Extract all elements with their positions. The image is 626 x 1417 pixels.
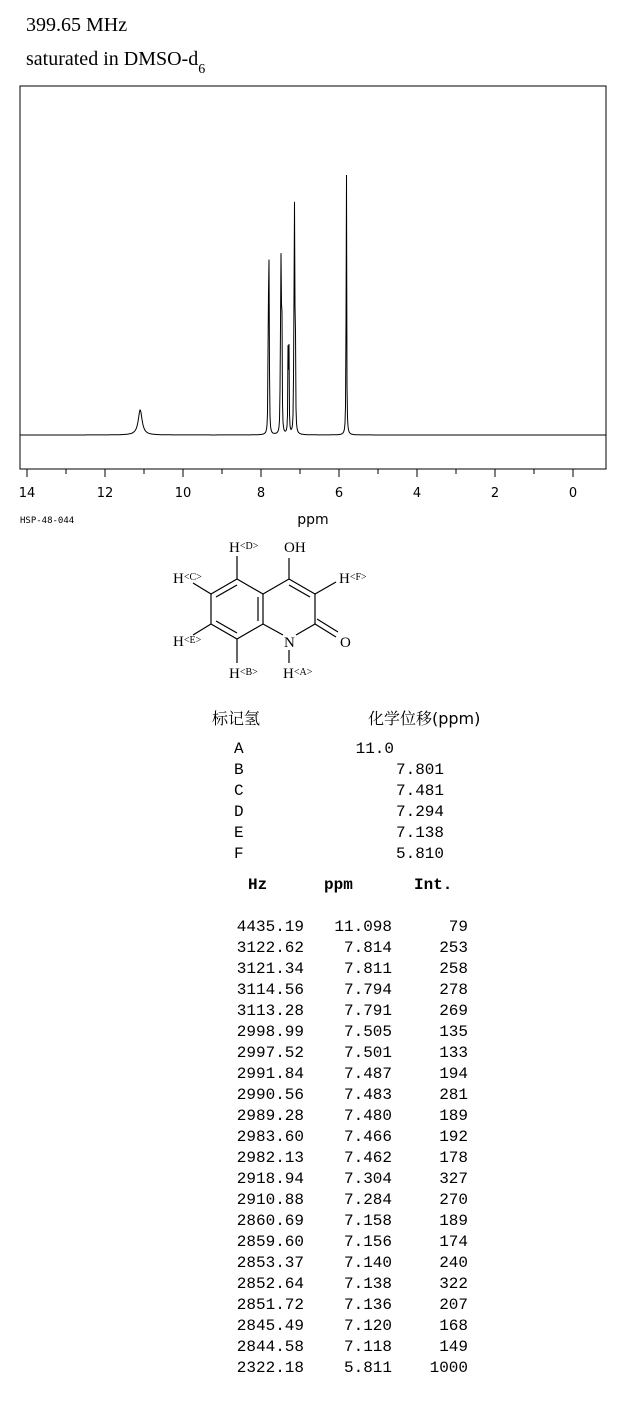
- assignment-row: [234, 845, 444, 865]
- peak-ppm: 7.156: [343, 1233, 392, 1251]
- peak-hz: 3113.28: [236, 1002, 304, 1020]
- assignment-label: F: [234, 845, 244, 863]
- peak-hz: 2851.72: [236, 1296, 304, 1314]
- bond-c3-h: [315, 582, 336, 594]
- peak-ppm: 5.811: [343, 1359, 392, 1377]
- peak-row: [220, 1170, 472, 1191]
- peak-row: [220, 960, 472, 981]
- peak-int: 270: [439, 1191, 468, 1209]
- assignment-row: [234, 824, 444, 844]
- peak-ppm: 7.466: [343, 1128, 392, 1146]
- peak-hz: 2991.84: [236, 1065, 304, 1083]
- plot-frame: [20, 86, 606, 469]
- peak-int: 149: [439, 1338, 468, 1356]
- peak-ppm: 7.140: [343, 1254, 392, 1272]
- peak-hz: 4435.19: [236, 918, 304, 936]
- atom-h-b-tag: <B>: [239, 667, 258, 678]
- x-tick-label: 12: [96, 486, 114, 501]
- peak-ppm: 7.811: [343, 960, 392, 978]
- assignment-row: [234, 761, 444, 781]
- peak-hz: 2852.64: [236, 1275, 304, 1293]
- bond-c2-n1: [296, 624, 315, 635]
- atom-h-c-tag: <C>: [183, 572, 202, 583]
- molecule-structure: [160, 532, 390, 682]
- peak-row: [220, 981, 472, 1002]
- x-tick-label: 10: [174, 486, 192, 501]
- assignment-header-shift: 化学位移(ppm): [368, 709, 481, 728]
- assignment-label: C: [234, 782, 244, 800]
- peak-int: 240: [439, 1254, 468, 1272]
- x-tick-label: 4: [412, 486, 422, 501]
- peak-hz: 2860.69: [236, 1212, 304, 1230]
- solvent-subscript: 6: [198, 62, 206, 77]
- peak-row: [220, 1275, 472, 1296]
- peak-hz: 2859.60: [236, 1233, 304, 1251]
- peak-ppm: 7.505: [343, 1023, 392, 1041]
- peak-row: [220, 1254, 472, 1275]
- spectrometer-frequency: 399.65 MHz: [26, 14, 128, 36]
- peak-row: [220, 1149, 472, 1170]
- atom-oh: OH: [284, 540, 306, 556]
- x-axis-ticks: [19, 469, 577, 501]
- peak-int: 135: [439, 1023, 468, 1041]
- peak-int: 133: [439, 1044, 468, 1062]
- atom-h-c: [173, 571, 202, 587]
- peak-row: [220, 918, 472, 939]
- peak-int: 79: [448, 918, 468, 936]
- spectrum-trace: [20, 175, 606, 435]
- peak-header-ppm: ppm: [324, 876, 353, 894]
- x-tick-label: 14: [18, 486, 36, 501]
- peak-hz: 3114.56: [236, 981, 304, 999]
- peak-ppm: 11.098: [334, 918, 392, 936]
- peak-row: [220, 1359, 472, 1380]
- atom-h-a-tag: <A>: [293, 667, 313, 678]
- bond-c4a-c5: [237, 579, 263, 594]
- peak-int: 278: [439, 981, 468, 999]
- peak-hz: 2845.49: [236, 1317, 304, 1335]
- bond-c8-c8a: [237, 624, 263, 639]
- nmr-spectrum-chart: [0, 0, 626, 532]
- peak-hz: 2998.99: [236, 1023, 304, 1041]
- atom-o: O: [340, 635, 351, 651]
- bond-c5-c6-inner: [216, 585, 237, 597]
- atom-h-a: [283, 666, 313, 682]
- peak-int: 194: [439, 1065, 468, 1083]
- peak-ppm: 7.814: [343, 939, 392, 957]
- bond-c6-h: [193, 583, 211, 594]
- solvent-text: saturated in DMSO-d: [26, 48, 199, 70]
- peak-row: [220, 1338, 472, 1359]
- assignment-row: [234, 740, 444, 760]
- peak-ppm: 7.120: [343, 1317, 392, 1335]
- atom-h-b: [229, 666, 258, 682]
- peak-hz: 2910.88: [236, 1191, 304, 1209]
- peak-row: [220, 1107, 472, 1128]
- assignment-table: [212, 706, 512, 866]
- peak-header-hz: Hz: [248, 876, 268, 894]
- assignment-label: A: [234, 740, 244, 758]
- peak-int: 281: [439, 1086, 468, 1104]
- peak-hz: 2322.18: [236, 1359, 304, 1377]
- bond-c2-o-1: [315, 624, 336, 637]
- peak-hz: 2844.58: [236, 1338, 304, 1356]
- peak-int: 253: [439, 939, 468, 957]
- assignment-label: D: [234, 803, 244, 821]
- peak-ppm: 7.118: [343, 1338, 392, 1356]
- bond-c7-c8-inner: [216, 621, 237, 633]
- peak-row: [220, 1065, 472, 1086]
- bond-n1-c8a: [263, 624, 283, 635]
- bond-c7-h: [193, 624, 211, 635]
- peak-int: 192: [439, 1128, 468, 1146]
- assignment-label: E: [234, 824, 244, 842]
- peak-hz: 2997.52: [236, 1044, 304, 1062]
- peak-int: 327: [439, 1170, 468, 1188]
- peak-int: 178: [439, 1149, 468, 1167]
- assignment-shift: 5.810: [395, 845, 444, 863]
- peak-int: 258: [439, 960, 468, 978]
- peak-row: [220, 1233, 472, 1254]
- atom-h-c-symbol: H: [173, 571, 184, 587]
- atom-h-e-symbol: H: [173, 634, 184, 650]
- peak-int: 322: [439, 1275, 468, 1293]
- peak-int: 189: [439, 1212, 468, 1230]
- peak-row: [220, 1212, 472, 1233]
- atom-h-d: [229, 540, 259, 556]
- peak-ppm: 7.158: [343, 1212, 392, 1230]
- peak-ppm: 7.462: [343, 1149, 392, 1167]
- peak-ppm: 7.483: [343, 1086, 392, 1104]
- atom-h-d-symbol: H: [229, 540, 240, 556]
- peak-ppm: 7.501: [343, 1044, 392, 1062]
- peak-ppm: 7.138: [343, 1275, 392, 1293]
- peak-row: [220, 1191, 472, 1212]
- peak-int: 174: [439, 1233, 468, 1251]
- peak-ppm: 7.304: [343, 1170, 392, 1188]
- assignment-shift: 11.0: [355, 740, 394, 758]
- peak-row: [220, 1002, 472, 1023]
- assignment-shift: 7.801: [395, 761, 444, 779]
- peak-row: [220, 1296, 472, 1317]
- assignment-header-label: 标记氢: [212, 709, 261, 728]
- peak-int: 269: [439, 1002, 468, 1020]
- atom-h-d-tag: <D>: [239, 541, 259, 552]
- x-tick-label: 0: [568, 486, 578, 501]
- atom-n: N: [284, 635, 295, 651]
- assignment-row: [234, 782, 444, 802]
- bond-c4a-c4: [263, 579, 289, 594]
- assignment-shift: 7.481: [395, 782, 444, 800]
- atom-h-f-tag: <F>: [349, 572, 367, 583]
- peak-ppm: 7.480: [343, 1107, 392, 1125]
- peak-ppm: 7.487: [343, 1065, 392, 1083]
- x-tick-label: 6: [334, 486, 344, 501]
- peak-row: [220, 1317, 472, 1338]
- peak-ppm: 7.794: [343, 981, 392, 999]
- assignment-shift: 7.138: [395, 824, 444, 842]
- x-tick-label: 8: [256, 486, 266, 501]
- peak-ppm: 7.284: [343, 1191, 392, 1209]
- peak-row: [220, 1086, 472, 1107]
- peak-int: 189: [439, 1107, 468, 1125]
- bond-c4-c3-inner: [289, 585, 310, 597]
- atom-h-e-tag: <E>: [183, 635, 202, 646]
- assignment-row: [234, 803, 444, 823]
- peak-hz: 3121.34: [236, 960, 304, 978]
- peak-int: 168: [439, 1317, 468, 1335]
- x-axis-label: ppm: [297, 512, 329, 528]
- atom-h-b-symbol: H: [229, 666, 240, 682]
- peak-hz: 2982.13: [236, 1149, 304, 1167]
- spectrum-code: HSP-48-044: [20, 516, 75, 526]
- peak-int: 1000: [429, 1359, 468, 1377]
- peak-row: [220, 1023, 472, 1044]
- peak-header-int: Int.: [414, 876, 453, 894]
- peak-hz: 2989.28: [236, 1107, 304, 1125]
- peak-row: [220, 1044, 472, 1065]
- atom-h-f-symbol: H: [339, 571, 350, 587]
- peak-int: 207: [439, 1296, 468, 1314]
- bond-c2-o-2: [317, 619, 338, 632]
- peak-hz: 3122.62: [236, 939, 304, 957]
- peak-row: [220, 1128, 472, 1149]
- peak-ppm: 7.136: [343, 1296, 392, 1314]
- peak-row: [220, 939, 472, 960]
- atom-h-f: [339, 571, 367, 587]
- peak-hz: 2983.60: [236, 1128, 304, 1146]
- peak-hz: 2853.37: [236, 1254, 304, 1272]
- assignment-label: B: [234, 761, 244, 779]
- peak-ppm: 7.791: [343, 1002, 392, 1020]
- x-tick-label: 2: [490, 486, 500, 501]
- atom-h-a-symbol: H: [283, 666, 294, 682]
- assignment-shift: 7.294: [395, 803, 444, 821]
- peak-hz: 2990.56: [236, 1086, 304, 1104]
- atom-h-e: [173, 634, 202, 650]
- peak-hz: 2918.94: [236, 1170, 304, 1188]
